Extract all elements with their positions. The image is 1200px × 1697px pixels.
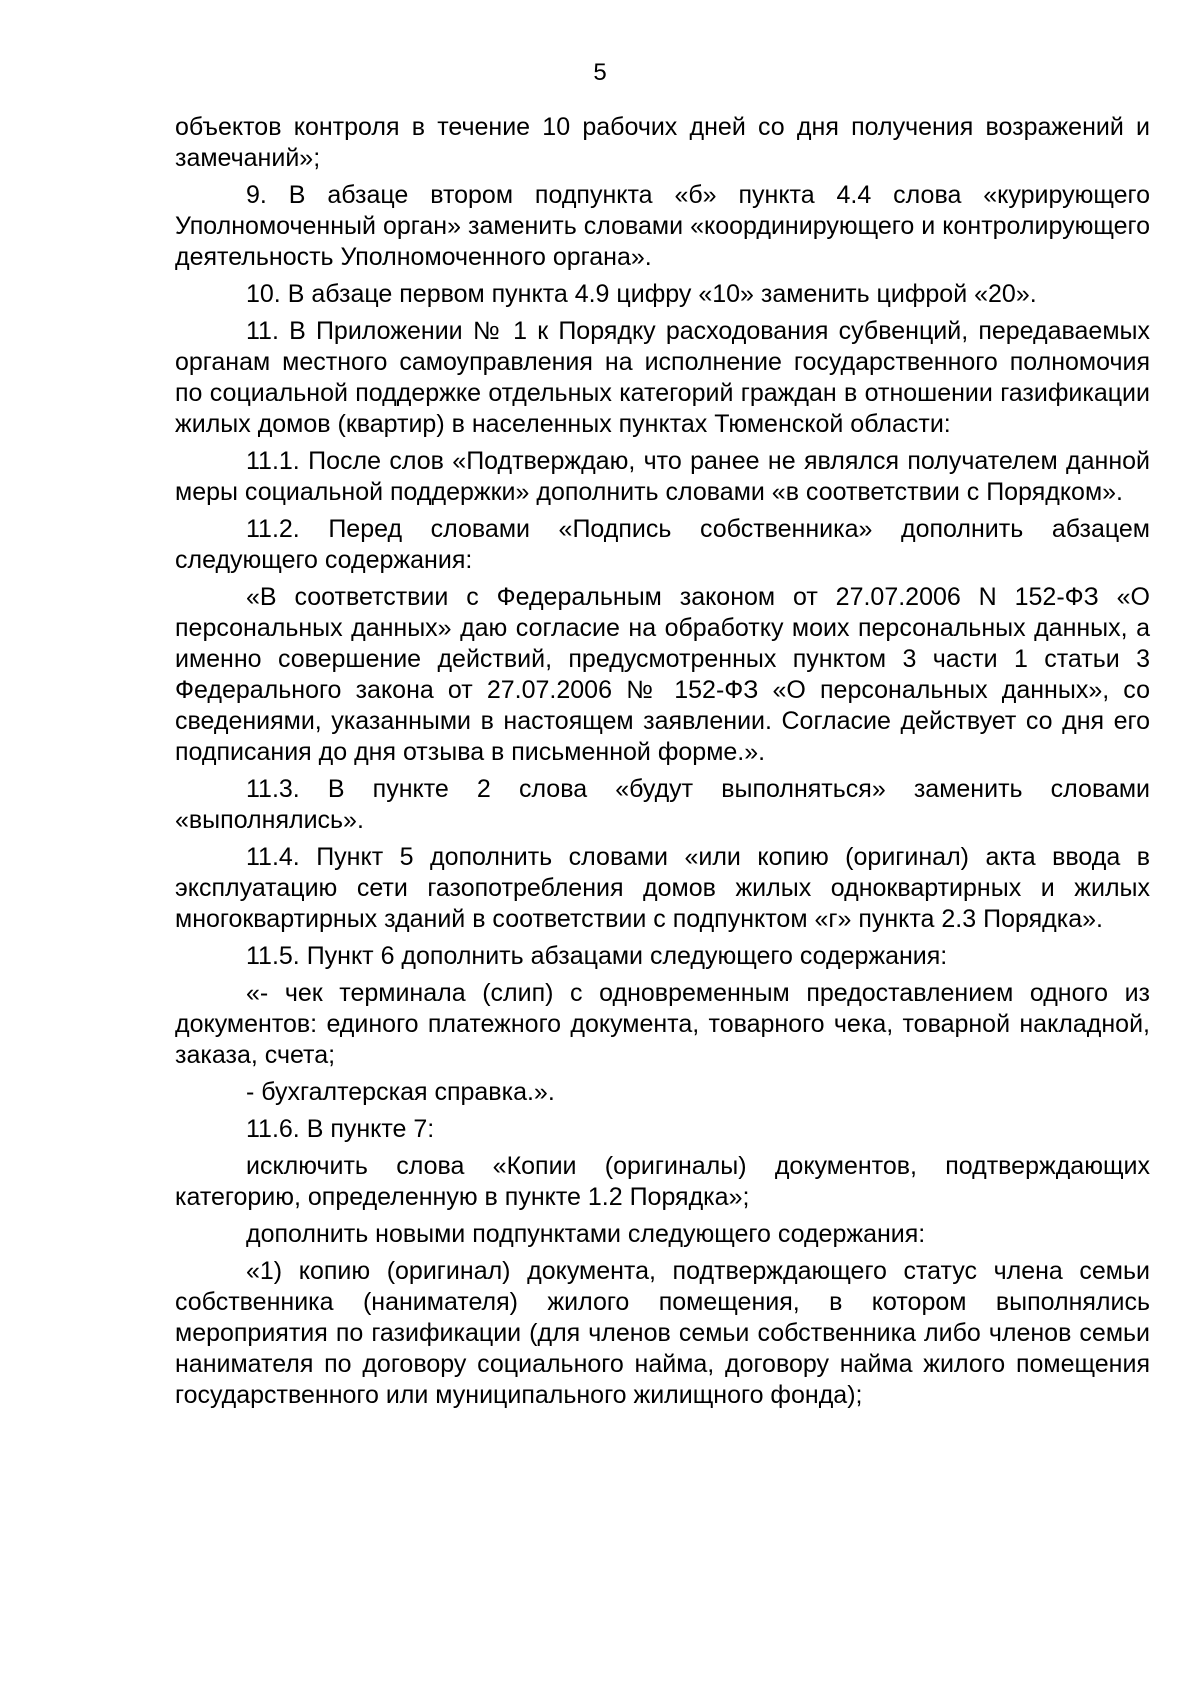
document-body <box>175 112 1150 1417</box>
add-subitems-paragraph: дополнить новыми подпунктами следующего содержания: <box>246 1220 926 1248</box>
consent-paragraph: «В соответствии с Федеральным законом от 27.07.2006 N 152-ФЗ «О персональных данных» даю согласие на обработку моих персональных данных, а именно совершение действий, предусмотренных пунктом 3 части 1 статьи 3 Федерального закона от 27.07.2006 № 152-ФЗ «О персональных данных», со сведениями, указанными в настоящем заявлении. Согласие действует со дня его подписания до дня отзыва в письменной форме.». <box>175 583 1150 766</box>
paragraph-11-2: 11.2. Перед словами «Подпись собственника» дополнить абзацем следующего содержания: <box>175 515 1150 574</box>
exclude-words-paragraph: исключить слова «Копии (оригиналы) документов, подтверждающих категорию, определенную в пункте 1.2 Порядка»; <box>175 1152 1150 1211</box>
paragraph-11-5: 11.5. Пункт 6 дополнить абзацами следующего содержания: <box>246 942 948 970</box>
paragraph-11-1: 11.1. После слов «Подтверждаю, что ранее не являлся получателем данной меры социальной поддержки» дополнить словами «в соответствии с Порядком». <box>175 447 1150 506</box>
paragraph-11-6: 11.6. В пункте 7: <box>246 1115 435 1143</box>
paragraph-continuation: объектов контроля в течение 10 рабочих дней со дня получения возражений и замечаний»; <box>175 113 1150 172</box>
receipt-documents-paragraph: «- чек терминала (слип) с одновременным предоставлением одного из документов: единого платежного документа, товарного чека, товарной накладной, заказа, счета; <box>175 979 1150 1069</box>
paragraph-9: 9. В абзаце втором подпункта «б» пункта 4.4 слова «курирующего Уполномоченный орган» заменить словами «координирующего и контролирующего деятельность Уполномоченного органа». <box>175 181 1150 271</box>
accounting-certificate-paragraph: - бухгалтерская справка.». <box>246 1078 555 1106</box>
paragraph-11-4: 11.4. Пункт 5 дополнить словами «или копию (оригинал) акта ввода в эксплуатацию сети газопотребления домов жилых одноквартирных и жилых многоквартирных зданий в соответствии с подпунктом «г» пункта 2.3 Порядка». <box>175 843 1150 933</box>
paragraph-11-3: 11.3. В пункте 2 слова «будут выполняться» заменить словами «выполнялись». <box>175 775 1150 834</box>
paragraph-11: 11. В Приложении № 1 к Порядку расходования субвенций, передаваемых органам местного самоуправления на исполнение государственного полномочия по социальной поддержке отдельных категорий граждан в отношении газификации жилых домов (квартир) в населенных пунктах Тюменской области: <box>175 317 1150 438</box>
subitem-1-paragraph: «1) копию (оригинал) документа, подтверждающего статус члена семьи собственника (нанимателя) жилого помещения, в котором выполнялись мероприятия по газификации (для членов семьи собственника либо членов семьи нанимателя по договору социального найма, договору найма жилого помещения государственного или муниципального жилищного фонда); <box>175 1257 1150 1409</box>
page-number: 5 <box>593 59 607 86</box>
paragraph-10: 10. В абзаце первом пункта 4.9 цифру «10» заменить цифрой «20». <box>246 280 1037 308</box>
